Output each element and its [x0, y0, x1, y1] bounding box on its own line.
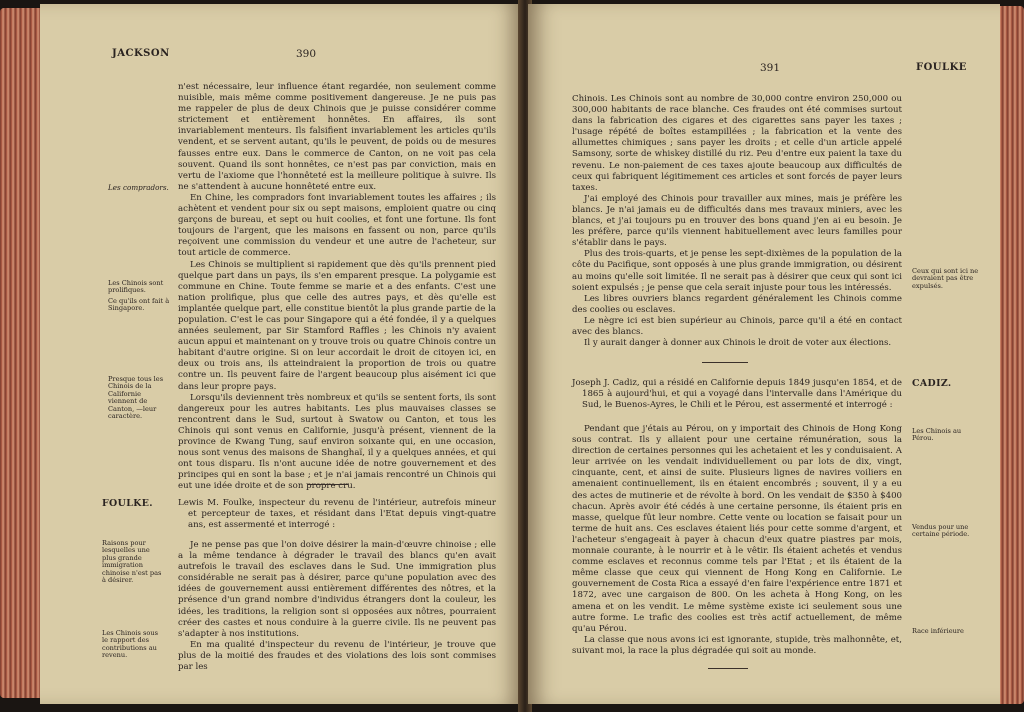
running-head-left: JACKSON: [112, 48, 170, 59]
paragraph: Pendant que j'étais au Pérou, on y importait des Chinois de Hong Kong sous contrat. Ils y allaient pour une certaine rémunération, sous la direction de certaines personnes qui les achetaient et les y conduisaient. A leur arrivée on les vendait individuellement ou par lots de dix, vingt, cinquante, cent, et ainsi de suite. Plusieurs lignes de navires voiliers en amenaient continuellement, ils en étaient encombrés ; souvent, il y a eu des actes de mutinerie et de révolte à bord. On les vendait de $350 à $400 chacun. Après avoir été cédés à une certaine personne, ils étaient pris en masse, quelque fût leur nombre. Cette vente ou location se faisait pour un terme de huit ans. Ces esclaves étaient liés pour cette somme d'argent, et l'acheteur s'engageait à payer à chacun d'eux quatre piastres par mois, monnaie courante, à le nourrir et à le vêtir. Ils étaient achetés et vendus comme esclaves et reconnus comme tels par l'Etat ; et ils étaient de la même classe que ceux qui viennent de Hong Kong en Californie. Le gouvernement de Costa Rica a essayé d'en faire l'expérience entre 1871 et 1872, avec une cargaison de 800. On les acheta à Hong Kong, on les amena et on les vendit. Le même système existe ici seulement sous une autre forme. Le trafic des coolies est très actif actuellement, de même qu'au Pérou.: [572, 424, 902, 634]
side-note: Vendus pour une certaine période.: [912, 523, 970, 539]
speaker-intro: Joseph J. Cadiz, qui a résidé en Californie depuis 1849 jusqu'en 1854, et de 1865 à aujourd'hui, et qui a voyagé dans l'intervalle dans l'Amérique du Sud, le Buenos-Ayres, le Chili et le Pérou, est assermenté et interrogé :: [572, 378, 902, 411]
section-rule: [702, 362, 748, 363]
paragraph: En ma qualité d'inspecteur du revenu de l'intérieur, je trouve que plus de la moitié des fraudes et des violations des lois sont commises par les: [178, 639, 496, 673]
paragraph: J'ai employé des Chinois pour travailler aux mines, mais je préfère les blancs. Je n'ai jamais eu de difficultés dans mes travaux miniers, avec les blancs, et j'ai toujours pu en trouver des bons quand j'en ai eu besoin. Je les préfère, parce qu'ils viennent habituellement avec leurs familles pour s'établir dans le pays.: [572, 193, 902, 249]
paragraph: La classe que nous avons ici est ignorante, stupide, très malhonnête, et, suivant moi, la race la plus dégradée qui soit au monde.: [572, 634, 902, 656]
paragraph: n'est nécessaire, leur influence étant regardée, non seulement comme nuisible, mais même comme positivement dangereuse. Je ne puis pas me rappeler de plus de deux Chinois que je puisse considérer comme strictement et entièrement honnêtes. En affaires, ils sont invariablement menteurs. Ils falsifient invariablement les articles qu'ils vendent, et se servent autant, qu'ils le peuvent, de poids ou de mesures fausses entre eux. Dans le commerce de Canton, on ne voit pas cela souvent. Quand ils sont honnêtes, ce n'est pas par conviction, mais en vertu de l'axiome que l'honnêteté est la meilleure politique à suivre. Ils ne s'attendent à aucune honnêteté entre eux.: [178, 82, 496, 192]
right-body-top: [572, 94, 902, 349]
page-number-left: 390: [296, 48, 317, 60]
side-note: Les Chinois au Pérou.: [912, 427, 962, 443]
side-note: Race inférieure: [912, 627, 964, 635]
left-page: [40, 4, 522, 704]
paragraph: En Chine, les compradors font invariablement toutes les affaires ; ils achètent et vendent pour six ou sept maisons, emploient quatre ou cinq garçons de bureau, et sept ou huit coolies, et font une fortune. Ils font toujours de l'argent, que les maisons en fassent ou non, parce qu'ils reçoivent une commission du vendeur et une autre de l'acheteur, sur tout article de commerce.: [178, 192, 496, 259]
paragraph: Les Chinois se multiplient si rapidement que dès qu'ils prennent pied quelque part dans un pays, ils s'en emparent presque. La polygamie est commune en Chine. Toute femme se marie et a des enfants. C'est une nation prolifique, plus que celle des autres pays, et dès qu'elle est implantée quelque part, elle constitue bientôt la plus grande partie de la population. C'est le cas pour Singapore qui a été fondée, il y a quelques années seulement, par Sir Stamford Raffles ; les Chinois n'y avaient aucun appui et maintenant on y trouve trois ou quatre Chinois contre un habitant d'autre origine. Si on leur accordait le droit de citoyen ici, en deux ou trois ans, ils atteindraient la proportion de trois ou quatre contre un. Ils peuvent faire de l'argent beaucoup plus aisément ici que dans leur propre pays.: [178, 259, 496, 392]
paragraph: Chinois. Les Chinois sont au nombre de 30,000 contre environ 250,000 ou 300,000 habitants de race blanche. Ces fraudes ont été commises surtout dans la fabrication des cigares et des cigarettes sans payer les taxes ; l'usage répété de boîtes estampillées ; la fabrication et la vente des allumettes chimiques ; sans payer les droits ; et celle d'un article appelé Samsony, sorte de whiskey distillé du riz. Peu d'entre eux paient la taxe du revenu. Le non-paiement de ces taxes ajoute beaucoup aux difficultés de ceux qui fabriquent légitimement ces articles et sont forcés de payer leurs taxes.: [572, 94, 902, 193]
paragraph: Plus des trois-quarts, et je pense les sept-dixièmes de la population de la côte du Pacifique, sont opposés à une plus grande immigration, ou désirent au moins qu'elle soit limitée. Il ne serait pas à désirer que ceux qui sont ici soient expulsés ; je pense que cela serait injuste pour tous les intéressés.: [572, 249, 902, 293]
speaker-name: CADIZ.: [912, 378, 952, 389]
side-note: Ce qu'ils ont fait à Singapore.: [108, 297, 170, 313]
running-head-right: FOULKE: [916, 62, 967, 73]
side-note: Les compradors.: [108, 183, 169, 192]
paragraph: Les libres ouvriers blancs regardent généralement les Chinois comme des coolies ou esclaves.: [572, 293, 902, 315]
side-note: Raisons pour lesquelles une plus grande immigration chinoise n'est pas à désirer.: [102, 539, 162, 585]
section-rule: [308, 484, 348, 485]
page-edges-right: [998, 6, 1024, 704]
side-note: Ceux qui sont ici ne devraient pas être expulsés.: [912, 267, 979, 290]
paragraph: Je ne pense pas que l'on doive désirer la main-d'œuvre chinoise ; elle a la même tendance à dégrader le travail des blancs qu'en avait autrefois le travail des esclaves dans le Sud. Une immigration plus considérable ne serait pas à désirer, parce qu'une population avec des idées de gouvernement aussi entièrement différentes des nôtres, et la présence d'un grand nombre d'individus étrangers dont la couleur, les idées, les traditions, la religion sont si opposées aux nôtres, pourraient créer des castes et nous conduire à la guerre civile. Ils ne peuvent pas s'adapter à nos institutions.: [178, 540, 496, 639]
right-body-bottom: [572, 424, 902, 657]
paragraph: Le nègre ici est bien supérieur au Chinois, parce qu'il a été en contact avec des blancs.: [572, 315, 902, 337]
section-rule: [708, 668, 748, 669]
left-body-top: [178, 82, 496, 492]
left-body-bottom: [178, 540, 496, 673]
paragraph: Il y aurait danger à donner aux Chinois le droit de voter aux élections.: [584, 338, 892, 349]
paragraph: Lorsqu'ils deviennent très nombreux et qu'ils se sentent forts, ils sont dangereux pour les autres habitants. Les plus mauvaises classes se rencontrent dans le Sud, surtout à Swatow ou Canton, et tous les Chinois qui sont venus en Californie, jusqu'à présent, viennent de la province de Kwang Tung, sauf environ soixante qui, en une occasion, nous sont venus des maisons de Shanghaï, il y a quelques années, et qui ont tous disparu. Ils n'ont aucune idée de notre gouvernement et des principes qui en sont la base ; et je n'ai jamais rencontré un Chinois qui eut une idée droite et de son propre cru.: [178, 392, 496, 492]
side-note: Presque tous les Chinois de la Californie viennent de Canton, —leur caractère.: [108, 375, 164, 421]
side-note: Les Chinois sous le rapport des contributions au revenu.: [102, 629, 158, 660]
speaker-intro: Lewis M. Foulke, inspecteur du revenu de l'intérieur, autrefois mineur et percepteur de taxes, et résidant dans l'Etat depuis vingt-quatre ans, est assermenté et interrogé :: [178, 498, 496, 531]
right-page: [528, 4, 1000, 704]
page-number-right: 391: [760, 62, 781, 74]
side-note: Les Chinois sont prolifiques.: [108, 279, 164, 295]
speaker-name: FOULKE.: [102, 498, 153, 509]
